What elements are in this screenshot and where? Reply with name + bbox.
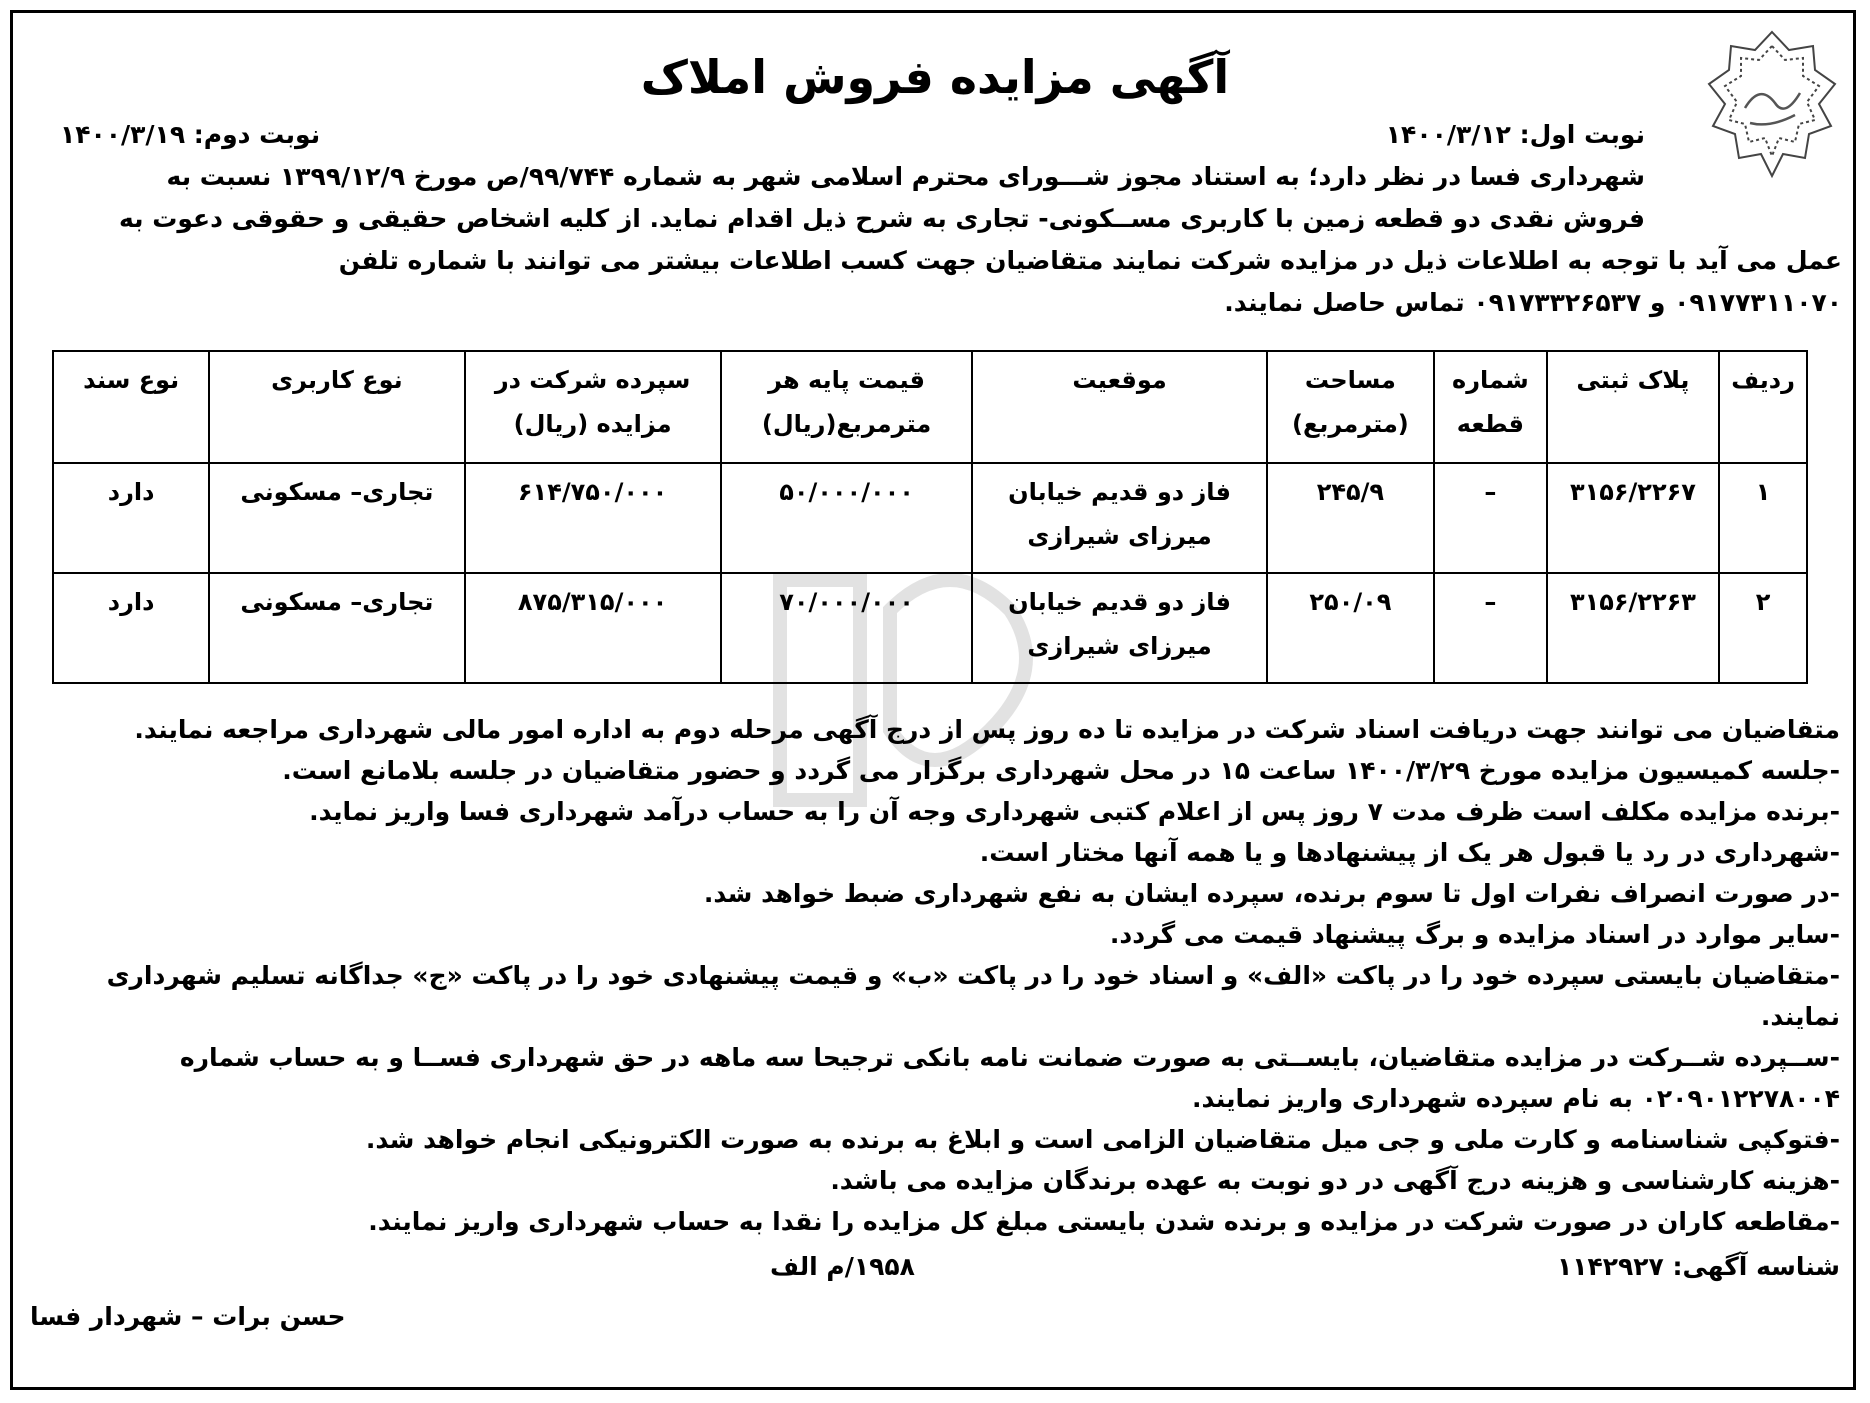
first-notice-date: نوبت اول: ۱۴۰۰/۳/۱۲ xyxy=(1385,120,1645,149)
header-plak: پلاک ثبتی xyxy=(1547,351,1719,463)
second-notice-date: نوبت دوم: ۱۴۰۰/۳/۱۹ xyxy=(60,120,321,149)
cell-row-number: ۲ xyxy=(1719,573,1807,683)
cell-deposit: ۶۱۴/۷۵۰/۰۰۰ xyxy=(465,463,721,573)
body-line-7: -متقاضیان بایستی سپرده خود را در پاکت «الف» و اسناد خود را در پاکت «ب» و قیمت پیشنهادی خود را در پاکت «ج» جداگانه تسلیم شهرداری xyxy=(106,961,1840,990)
cell-qete: – xyxy=(1434,573,1547,683)
body-line-8: نمایند. xyxy=(1760,1002,1840,1031)
table-header-row xyxy=(53,351,1807,463)
body-line-12: -هزینه کارشناسی و هزینه درج آگهی در دو نوبت به عهده برندگان مزایده می باشد. xyxy=(830,1166,1840,1195)
cell-base-price: ۷۰/۰۰۰/۰۰۰ xyxy=(721,573,973,683)
cell-deposit: ۸۷۵/۳۱۵/۰۰۰ xyxy=(465,573,721,683)
properties-table xyxy=(52,350,1808,684)
cell-plak: ۳۱۵۶/۲۲۶۳ xyxy=(1547,573,1719,683)
cell-location: فاز دو قدیم خیابان میرزای شیرازی xyxy=(972,573,1266,683)
header-base-price: قیمت پایه هر مترمربع(ریال) xyxy=(721,351,973,463)
body-line-13: -مقاطعه کاران در صورت شرکت در مزایده و برنده شدن بایستی مبلغ کل مزایده را نقدا به حساب شهرداری واریز نمایند. xyxy=(368,1207,1840,1236)
reference-code: ۱۹۵۸/م الف xyxy=(770,1252,915,1281)
body-line-10: ۰۲۰۹۰۱۲۲۷۸۰۰۴ به نام سپرده شهرداری واریز نمایند. xyxy=(1191,1084,1840,1113)
cell-doc-type: دارد xyxy=(53,463,209,573)
body-line-5: -در صورت انصراف نفرات اول تا سوم برنده، سپرده ایشان به نفع شهرداری ضبط خواهد شد. xyxy=(703,879,1840,908)
body-line-11: -فتوکپی شناسنامه و کارت ملی و جی میل متقاضیان الزامی است و ابلاغ به برنده به صورت الکترونیکی انجام خواهد شد. xyxy=(365,1125,1840,1154)
ad-id: شناسه آگهی: ۱۱۴۲۹۲۷ xyxy=(1556,1252,1840,1281)
intro-line-1: شهرداری فسا در نظر دارد؛ به استناد مجوز شـــورای محترم اسلامی شهر به شماره ۹۹/۷۴۴/ص مورخ ۱۳۹۹/۱۲/۹ نسبت به xyxy=(166,162,1645,191)
header-area: مساحت (مترمربع) xyxy=(1267,351,1434,463)
cell-usage: تجاری– مسکونی xyxy=(209,463,464,573)
cell-qete: – xyxy=(1434,463,1547,573)
header-usage: نوع کاربری xyxy=(209,351,464,463)
cell-area: ۲۴۵/۹ xyxy=(1267,463,1434,573)
intro-line-4: ۰۹۱۷۷۳۱۱۰۷۰ و ۰۹۱۷۳۳۲۶۵۳۷ تماس حاصل نمایند. xyxy=(1224,288,1842,317)
signature: حسن برات – شهردار فسا xyxy=(30,1302,346,1331)
body-line-1: متقاضیان می توانند جهت دریافت اسناد شرکت در مزایده تا ده روز پس از درج آگهی مرحله دوم به اداره امور مالی شهرداری مراجعه نمایند. xyxy=(134,715,1840,744)
header-location: موقعیت xyxy=(972,351,1266,463)
cell-doc-type: دارد xyxy=(53,573,209,683)
header-row-number: ردیف xyxy=(1719,351,1807,463)
body-line-4: -شهرداری در رد یا قبول هر یک از پیشنهادها و یا همه آنها مختار است. xyxy=(979,838,1840,867)
cell-plak: ۳۱۵۶/۲۲۶۷ xyxy=(1547,463,1719,573)
page-title: آگهی مزایده فروش املاک xyxy=(640,50,1230,104)
intro-line-3: عمل می آید با توجه به اطلاعات ذیل در مزایده شرکت نمایند متقاضیان جهت کسب اطلاعات بیشتر می توانند با شماره تلفن xyxy=(338,246,1842,275)
cell-row-number: ۱ xyxy=(1719,463,1807,573)
body-line-2: -جلسه کمیسیون مزایده مورخ ۱۴۰۰/۳/۲۹ ساعت ۱۵ در محل شهرداری برگزار می گردد و حضور متقاضیان در جلسه بلامانع است. xyxy=(282,756,1840,785)
cell-area: ۲۵۰/۰۹ xyxy=(1267,573,1434,683)
intro-line-2: فروش نقدی دو قطعه زمین با کاربری مســکونی- تجاری به شرح ذیل اقدام نماید. از کلیه اشخاص حقیقی و حقوقی دعوت به xyxy=(119,204,1645,233)
header-qete: شماره قطعه xyxy=(1434,351,1547,463)
body-line-6: -سایر موارد در اسناد مزایده و برگ پیشنهاد قیمت می گردد. xyxy=(1109,920,1840,949)
body-line-3: -برنده مزایده مکلف است ظرف مدت ۷ روز پس از اعلام کتبی شهرداری وجه آن را به حساب درآمد شهرداری فسا واریز نماید. xyxy=(309,797,1840,826)
table-row xyxy=(53,573,1807,683)
cell-usage: تجاری– مسکونی xyxy=(209,573,464,683)
body-line-9: -ســپرده شــرکت در مزایده متقاضیان، بایســتی به صورت ضمانت نامه بانکی ترجیحا سه ماهه در حق شهرداری فســا و به حساب شماره xyxy=(179,1043,1840,1072)
cell-base-price: ۵۰/۰۰۰/۰۰۰ xyxy=(721,463,973,573)
header-deposit: سپرده شرکت در مزایده (ریال) xyxy=(465,351,721,463)
table-row xyxy=(53,463,1807,573)
cell-location: فاز دو قدیم خیابان میرزای شیرازی xyxy=(972,463,1266,573)
header-doc-type: نوع سند xyxy=(53,351,209,463)
